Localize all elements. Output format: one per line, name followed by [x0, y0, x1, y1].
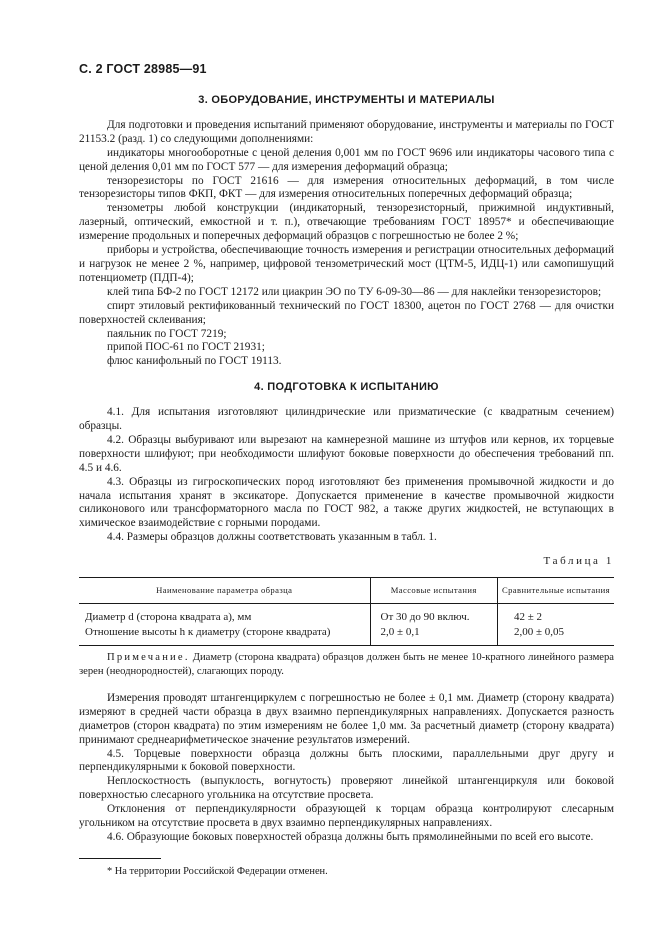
section-3-paragraph: спирт этиловый ректификованный технический по ГОСТ 18300, ацетон по ГОСТ 2768 — для очистки поверхностей склеивания;	[79, 299, 614, 326]
section-3-paragraph: индикаторы многооборотные с ценой деления 0,001 мм по ГОСТ 9696 или индикаторы часового типа с ценой деления 0,01 мм по ГОСТ 577 — для измерения деформаций образца;	[79, 146, 614, 173]
section-3-title: 3. ОБОРУДОВАНИЕ, ИНСТРУМЕНТЫ И МАТЕРИАЛЫ	[198, 94, 495, 106]
section-4-paragraph: 4.1. Для испытания изготовляют цилиндрические или призматические (с квадратным сечением) образцы.	[79, 406, 614, 433]
table-cell: Диаметр d (сторона квадрата a), мм	[85, 611, 252, 624]
section-3-paragraph: тензометры любой конструкции (индикаторный, тензорезисторный, прижимной индуктивный, лазерный, оптический, емкостной и т. п.), отвечающие требованиям ГОСТ 18957* и обеспечивающие измерение продольных и поперечных деформаций образцов с погрешностью не более 2 %;	[79, 202, 614, 243]
section-4-paragraph: Отклонения от перпендикулярности образующей к торцам образца контролируют слесарным угольником на отсутствие просвета в двух взаимно перпендикулярных направлениях.	[79, 803, 614, 830]
footnote-divider	[79, 858, 161, 859]
table-header-cell: Наименование параметра образца	[79, 578, 370, 604]
table-cell: 2,0 ± 0,1	[370, 625, 497, 646]
table-header-cell: Массовые испытания	[370, 578, 497, 604]
table-row	[79, 625, 614, 646]
page-header: С. 2 ГОСТ 28985—91	[79, 62, 207, 76]
section-3-paragraph: приборы и устройства, обеспечивающие точность измерения и регистрации относительных деформаций и нагрузок не менее 2 %, например, цифровой тензометрический мост (ЦТМ-5, ИДЦ-1) или самопишущий потенциометр (ПДП-4);	[79, 244, 614, 284]
footnote: * На территории Российской Федерации отменен.	[107, 865, 328, 877]
table-cell: 42 ± 2	[497, 604, 614, 626]
table-cell: 2,00 ± 0,05	[497, 625, 614, 646]
specimen-size-table	[79, 577, 614, 646]
note-text: Диаметр (сторона квадрата) образцов должен быть не менее 10-кратного линейного размера зерен (неоднородностей), слагающих породу.	[79, 652, 614, 677]
section-4-paragraph: Измерения проводят штангенциркулем с погрешностью не более ± 0,1 мм. Диаметр (сторону квадрата) измеряют в средней части образца в двух взаимно перпендикулярных направлениях. Допускается разность диаметров (сторон квадрата) по этим измерениям не более 1,0 мм. За расчетный диаметр (сторону квадрата) принимают среднеарифметическое значение результатов измерений.	[79, 691, 614, 746]
section-3-paragraph: клей типа БФ-2 по ГОСТ 12172 или циакрин ЭО по ТУ 6-09-30—86 — для наклейки тензорезисторов;	[107, 285, 602, 298]
section-3-paragraph: Для подготовки и проведения испытаний применяют оборудование, инструменты и материалы по ГОСТ 21153.2 (разд. 1) со следующими дополнениями:	[79, 118, 614, 145]
table-cell: От 30 до 90 включ.	[370, 604, 497, 626]
section-3-paragraph: паяльник по ГОСТ 7219;	[107, 327, 227, 340]
section-4-paragraph: 4.6. Образующие боковых поверхностей образца должны быть прямолинейными по всей его высоте.	[107, 830, 594, 843]
section-4-paragraph: 4.3. Образцы из гигроскопических пород изготовляют без применения промывочной жидкости и до начала испытания хранят в эксикаторе. Допускается применение в качестве промывочной жидкости силиконового или трансформаторного масла по ГОСТ 982, а также других жидкостей, не вступающих в химическое взаимодействие с горными породами.	[79, 475, 614, 530]
table-header-row	[79, 578, 614, 604]
table-row	[79, 604, 614, 626]
section-3-paragraph: припой ПОС-61 по ГОСТ 21931;	[107, 341, 265, 354]
section-4-paragraph: 4.4. Размеры образцов должны соответствовать указанным в табл. 1.	[107, 531, 437, 544]
page-content	[79, 94, 614, 879]
section-4-title: 4. ПОДГОТОВКА К ИСПЫТАНИЮ	[254, 381, 439, 394]
note-label: Примечание.	[107, 652, 190, 664]
table-note	[79, 651, 614, 678]
table-header-cell: Сравнительные испытания	[497, 578, 614, 604]
section-4-paragraph: Неплоскостность (выпуклость, вогнутость) проверяют линейкой штангенциркуля или боковой поверхностью слесарного угольника на отсутствие просвета.	[79, 775, 614, 802]
table-cell: Отношение высоты h к диаметру (стороне квадрата)	[85, 626, 331, 639]
section-3-paragraph: тензорезисторы по ГОСТ 21616 — для измерения относительных деформаций, в том числе тензорезисторы типов ФКП, ФКТ — для измерения относительных поперечных деформаций образца;	[79, 174, 614, 201]
section-4-paragraph: 4.5. Торцевые поверхности образца должны быть плоскими, параллельными друг другу и перпендикулярными к боковой поверхности.	[79, 747, 614, 774]
section-3-paragraph: флюс канифольный по ГОСТ 19113.	[107, 355, 282, 368]
section-4-paragraph: 4.2. Образцы выбуривают или вырезают на камнерезной машине из штуфов или кернов, их торцевые поверхности шлифуют; при необходимости шлифуют боковые поверхности до обеспечения требований пп. 4.5 и 4.6.	[79, 433, 614, 474]
table-caption: Таблица 1	[543, 555, 614, 568]
